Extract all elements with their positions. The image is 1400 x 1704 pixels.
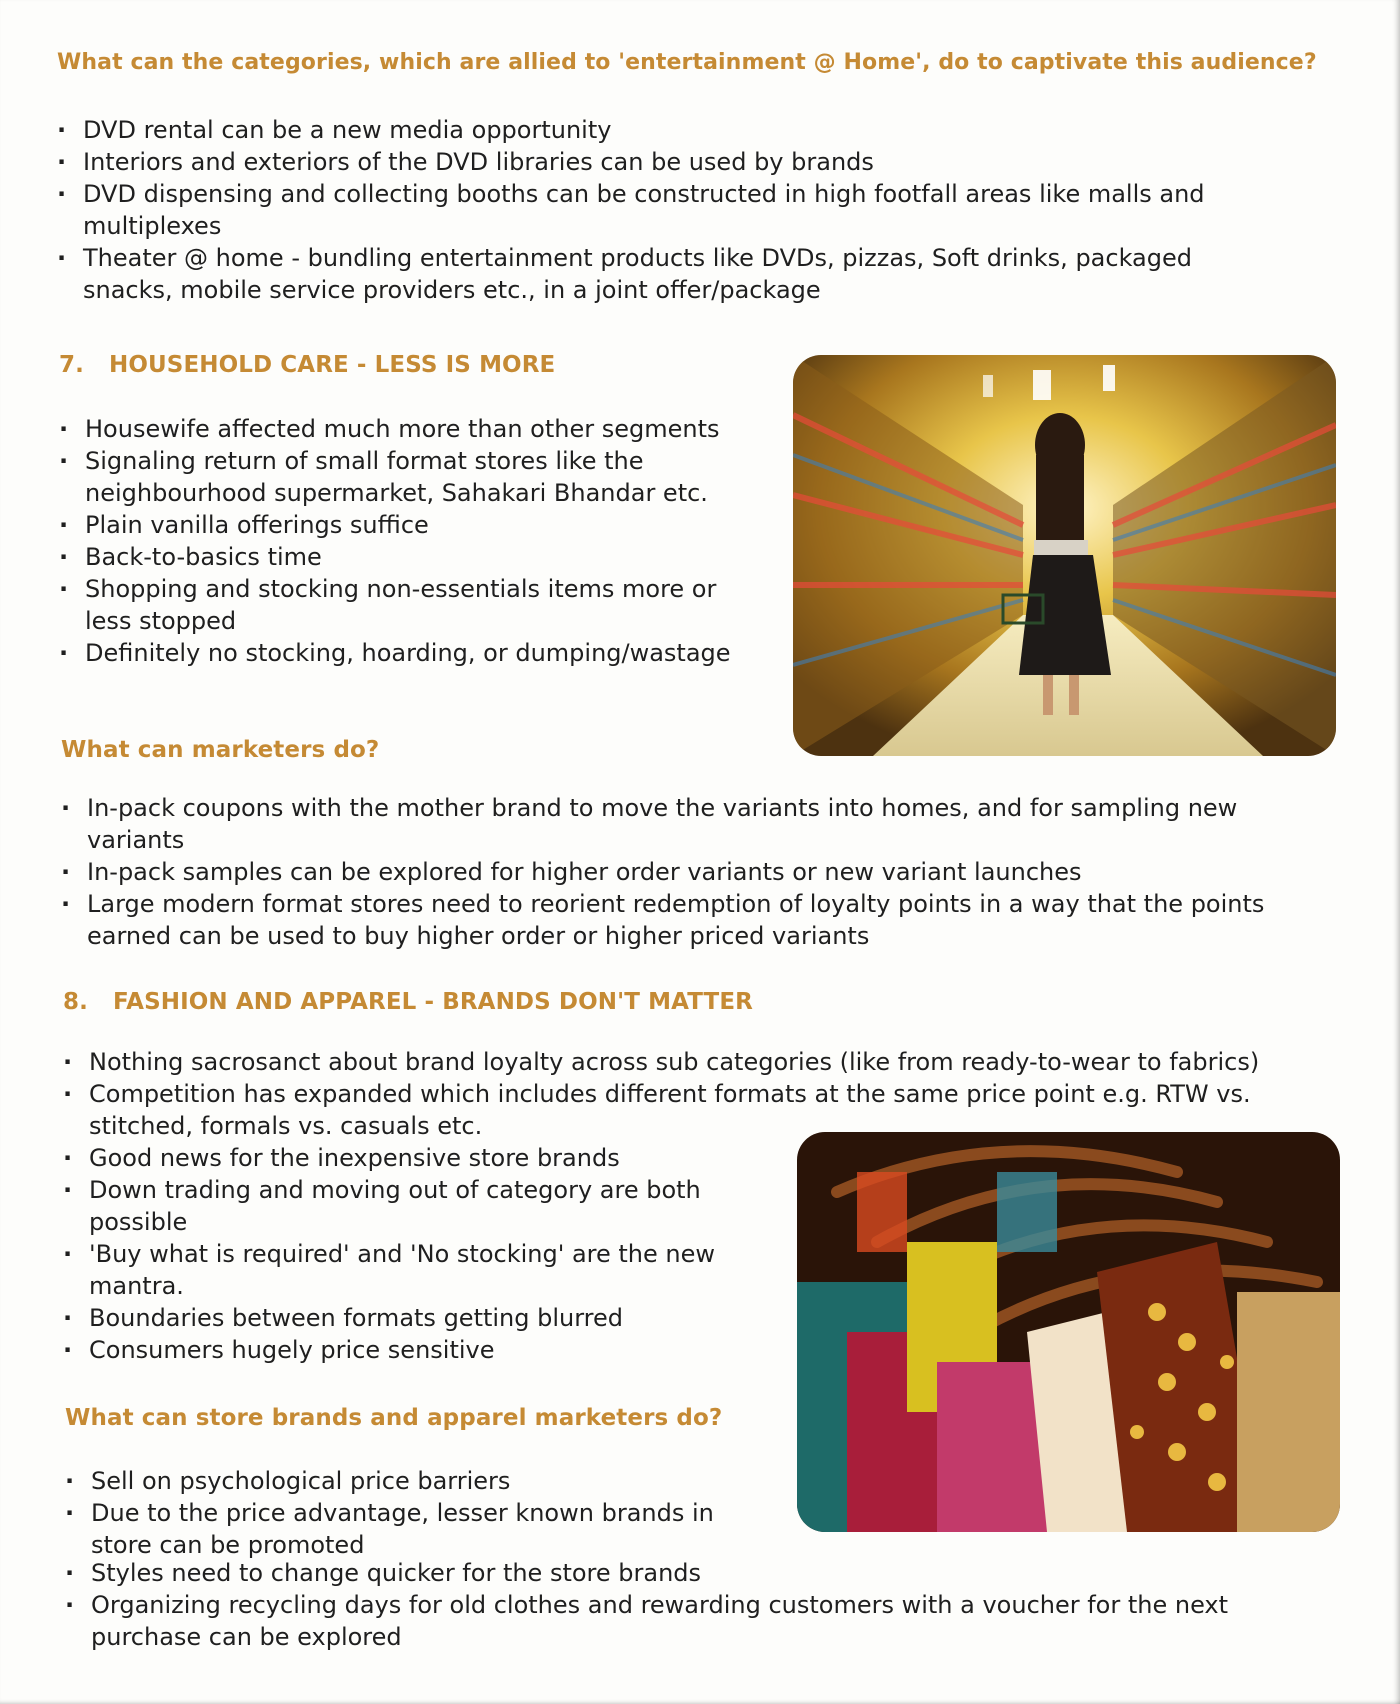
list-item: · Boundaries between formats getting blurred	[63, 1302, 763, 1334]
entertainment-question-heading: What can the categories, which are allied to 'entertainment @ Home', do to captivate this audience?	[57, 50, 1317, 75]
section-number: 8.	[63, 989, 88, 1015]
list-item: · Nothing sacrosanct about brand loyalty across sub categories (like from ready-to-wear to fabrics)	[63, 1046, 1353, 1078]
list-item: · Plain vanilla offerings suffice	[59, 509, 759, 541]
store-brands-question-heading: What can store brands and apparel marketers do?	[65, 1405, 723, 1431]
section-title-text: HOUSEHOLD CARE - LESS IS MORE	[109, 352, 556, 378]
store-brands-answer-list-wide	[65, 1557, 1315, 1653]
fashion-bullet-list-top	[63, 1046, 1353, 1142]
list-item: · DVD dispensing and collecting booths can be constructed in high footfall areas like malls and multiplexes	[57, 178, 1267, 242]
list-item: · Large modern format stores need to reorient redemption of loyalty points in a way that the points earned can be used to buy higher order or higher priced variants	[61, 888, 1341, 952]
list-item: · Competition has expanded which includes different formats at the same price point e.g. RTW vs. stitched, formals vs. casuals etc.	[63, 1078, 1353, 1142]
supermarket-aisle-photo	[793, 355, 1336, 756]
list-item: · Signaling return of small format stores like the neighbourhood supermarket, Sahakari Bhandar etc.	[59, 445, 759, 509]
list-item: · Styles need to change quicker for the store brands	[65, 1557, 1315, 1589]
list-item: · In-pack coupons with the mother brand to move the variants into homes, and for sampling new variants	[61, 792, 1341, 856]
list-item: · Consumers hugely price sensitive	[63, 1334, 763, 1366]
marketers-question-heading: What can marketers do?	[61, 737, 380, 763]
fashion-bullet-list	[63, 1142, 763, 1366]
list-item: · Theater @ home - bundling entertainment products like DVDs, pizzas, Soft drinks, packaged snacks, mobile service providers etc., in a joint offer/package	[57, 242, 1267, 306]
list-item: · Sell on psychological price barriers	[65, 1465, 765, 1497]
household-section-title	[59, 352, 555, 378]
list-item: · Due to the price advantage, lesser known brands in store can be promoted	[65, 1497, 765, 1561]
list-item: · Organizing recycling days for old clothes and rewarding customers with a voucher for the next purchase can be explored	[65, 1589, 1315, 1653]
list-item: · Good news for the inexpensive store brands	[63, 1142, 763, 1174]
list-item: · 'Buy what is required' and 'No stocking' are the new mantra.	[63, 1238, 763, 1302]
list-item: · Shopping and stocking non-essentials items more or less stopped	[59, 573, 759, 637]
section-number: 7.	[59, 352, 84, 378]
marketers-answer-list	[61, 792, 1341, 952]
list-item: · Definitely no stocking, hoarding, or dumping/wastage	[59, 637, 759, 669]
list-item: · Interiors and exteriors of the DVD libraries can be used by brands	[57, 146, 1267, 178]
list-item: · Down trading and moving out of category are both possible	[63, 1174, 763, 1238]
store-brands-answer-list	[65, 1465, 765, 1561]
list-item: · DVD rental can be a new media opportunity	[57, 114, 1267, 146]
fashion-section-title	[63, 989, 753, 1015]
list-item: · In-pack samples can be explored for higher order variants or new variant launches	[61, 856, 1341, 888]
list-item: · Housewife affected much more than other segments	[59, 413, 759, 445]
apparel-rack-photo	[797, 1132, 1340, 1532]
household-bullet-list	[59, 413, 759, 669]
entertainment-bullet-list	[57, 114, 1267, 306]
list-item: · Back-to-basics time	[59, 541, 759, 573]
section-title-text: FASHION AND APPAREL - BRANDS DON'T MATTER	[113, 989, 753, 1015]
